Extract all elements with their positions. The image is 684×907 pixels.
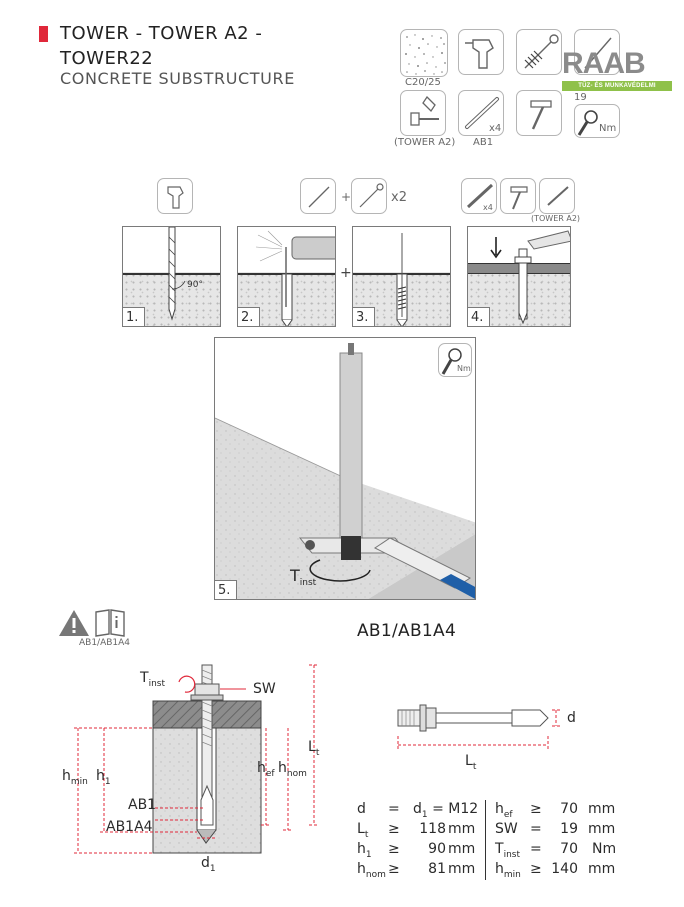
diagram-h1-label: $h_1$ — [96, 768, 111, 787]
spec-right-3-val: 140 — [551, 861, 578, 877]
spec-right-3-sym: $h_{min}$ — [495, 861, 521, 880]
hammer-icon — [516, 90, 562, 136]
tinst-label: $T_{inst}$ — [290, 566, 317, 589]
step4-anchor-icon — [461, 178, 497, 214]
anchor-side-view — [390, 700, 570, 755]
brush-icon — [516, 29, 562, 75]
anchor-type-label: AB1 — [473, 137, 494, 148]
title-line-2: TOWER22 — [60, 48, 154, 69]
diagram-ab1-label: AB1 — [128, 797, 157, 813]
step4-hammer-icon — [500, 178, 536, 214]
step5-torque-unit: Nm — [457, 364, 471, 373]
torque-wrench-icon — [574, 104, 620, 138]
step-number: 2. — [238, 307, 260, 326]
spec-left-0-op: = — [388, 801, 400, 817]
diagram-tinst-label: $T_{inst}$ — [140, 670, 165, 689]
step-5-panel — [214, 337, 476, 600]
page-title — [60, 21, 262, 71]
spec-right-0-val: 70 — [560, 801, 578, 817]
brush-repeat-count: x2 — [391, 190, 407, 205]
diagram-hnom-label: $h_{nom}$ — [278, 760, 307, 779]
drill-icon — [458, 29, 504, 75]
side-view-lt-label: $L_t$ — [465, 753, 477, 772]
step-plus-sign: + — [340, 265, 352, 281]
tower-bolt-icon — [400, 90, 446, 136]
diagram-d1-label: $d_1$ — [201, 855, 216, 874]
cleaning-brush-icon — [517, 30, 562, 75]
spec-left-2-unit: mm — [448, 841, 476, 857]
step4-tower-icon — [539, 178, 575, 214]
spec-right-0-sym: $h_{ef}$ — [495, 801, 513, 820]
spec-right-2-val: 70 — [560, 841, 578, 857]
step-number: 3. — [353, 307, 375, 326]
step-2-panel — [237, 226, 336, 327]
diagram-hmin-label: $h_{min}$ — [62, 768, 88, 787]
step2-brush-icon — [351, 178, 387, 214]
spec-left-3-op: ≥ — [388, 861, 400, 877]
logo-text: RAAB — [562, 47, 645, 80]
diagram-lt-label: $L_t$ — [308, 739, 320, 758]
diagram-sw-label: SW — [253, 681, 276, 697]
step-number: 1. — [123, 307, 145, 326]
spec-left-3-sym: $h_{nom}$ — [357, 861, 386, 880]
step-1-panel — [122, 226, 221, 327]
cleaning-brush-icon — [352, 179, 387, 214]
step5-torque-icon — [438, 343, 472, 377]
angle-label: 90° — [187, 280, 203, 290]
step1-drill-icon — [157, 178, 193, 214]
title-accent-bar — [39, 26, 48, 42]
spec-right-2-unit: Nm — [592, 841, 617, 857]
spec-left-2-val: 90 — [428, 841, 446, 857]
logo-tagline: TŰZ- ÉS MUNKAVÉDELMI SZAKÜZLET — [562, 81, 672, 91]
spec-left-0-val: $d_1 = M12$ — [413, 801, 479, 820]
spec-right-1-op: = — [530, 821, 542, 837]
concrete-grade-label: C20/25 — [405, 77, 441, 88]
step-3-panel — [352, 226, 451, 327]
spec-left-2-op: ≥ — [388, 841, 400, 857]
spec-left-1-sym: $L_t$ — [357, 821, 369, 840]
concrete-icon — [400, 29, 448, 77]
spec-right-1-val: 19 — [560, 821, 578, 837]
bolt-nut-icon — [540, 179, 575, 214]
bolt-nut-icon — [401, 91, 446, 136]
hammer-tool-icon — [501, 179, 536, 214]
spec-left-1-unit: mm — [448, 821, 476, 837]
step-4-panel — [467, 226, 571, 327]
step-number: 5. — [215, 580, 237, 599]
spec-left-1-val: 118 — [419, 821, 446, 837]
concrete-texture-icon — [401, 30, 448, 77]
step4-tower-label: (TOWER A2) — [531, 214, 581, 223]
hammer-drill-icon — [459, 30, 504, 75]
step-number: 4. — [468, 307, 490, 326]
step4-anchor-count: x4 — [483, 203, 493, 212]
spec-left-3-val: 81 — [428, 861, 446, 877]
spec-left-2-sym: $h_1$ — [357, 841, 372, 860]
spec-right-1-sym: SW — [495, 821, 518, 837]
plus-sign: + — [341, 190, 352, 204]
hammer-tool-icon — [517, 91, 562, 136]
anchor-icon — [458, 90, 504, 136]
anchor-heading: AB1/AB1A4 — [357, 621, 457, 641]
blow-pump-icon — [301, 179, 336, 214]
warning-icon — [58, 608, 92, 638]
torque-unit: Nm — [599, 123, 617, 134]
spec-divider — [485, 800, 486, 880]
spec-left-1-op: ≥ — [388, 821, 400, 837]
spec-right-2-op: = — [530, 841, 542, 857]
spec-right-0-op: ≥ — [530, 801, 542, 817]
diagram-ab1a4-label: AB1A4 — [106, 819, 153, 835]
diagram-hef-label: $h_{ef}$ — [257, 760, 275, 779]
manual-book-icon — [94, 608, 126, 638]
tower-installation-illustration — [215, 338, 476, 600]
info-doc-label: AB1/AB1A4 — [79, 638, 131, 648]
spec-left-0-sym: d — [357, 801, 366, 817]
spec-left-3-unit: mm — [448, 861, 476, 877]
anchor-count: x4 — [489, 123, 502, 134]
hammer-drill-icon — [158, 179, 193, 214]
side-view-d-label: d — [567, 710, 576, 726]
page-subtitle: CONCRETE SUBSTRUCTURE — [60, 69, 295, 88]
spec-right-0-unit: mm — [588, 801, 616, 817]
spec-right-2-sym: $T_{inst}$ — [495, 841, 520, 860]
title-line-1: TOWER - TOWER A2 - — [60, 23, 263, 44]
tower-a2-label: (TOWER A2) — [394, 137, 456, 148]
spec-right-3-unit: mm — [588, 861, 616, 877]
step2-blower-icon — [300, 178, 336, 214]
spec-right-3-op: ≥ — [530, 861, 542, 877]
wrench-size-label: 19 — [574, 92, 587, 103]
spec-right-1-unit: mm — [588, 821, 616, 837]
